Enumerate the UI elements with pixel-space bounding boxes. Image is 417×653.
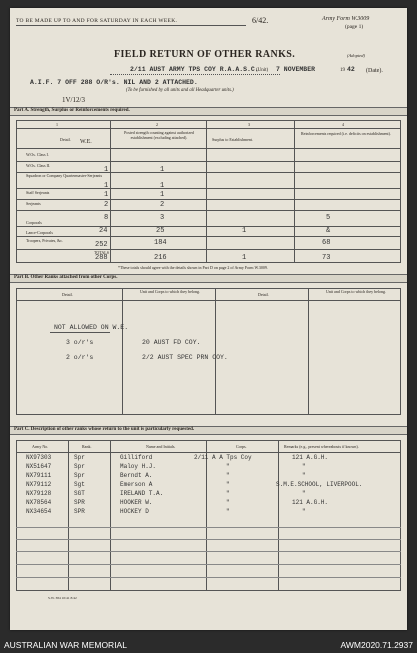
part-c-header-army-no: Army No. — [32, 444, 49, 449]
part-a-header-posted: Posted strength counting against authorized establishment (excluding attached). — [124, 130, 194, 140]
part-a-header-detail: Detail. — [60, 137, 71, 142]
row-posted: 1 — [160, 166, 165, 174]
cell-remarks: " — [302, 463, 306, 470]
row-reinforcements: 68 — [322, 239, 331, 247]
cell-rank: Sgt — [74, 481, 85, 488]
cell-army-no: NX79111 — [26, 472, 52, 479]
part-c-header-corps: Corps. — [236, 444, 247, 449]
part-b-header-detail-2: Detail. — [258, 292, 269, 297]
part-b-header-unit-2: Unit and Corps to which they belong. — [325, 289, 387, 294]
unit-dotted-line — [110, 74, 280, 75]
row-detail: Troopers, Privates, &c. — [26, 238, 64, 243]
row-we: 1 — [104, 191, 109, 199]
part-a-header-reinforcements: Reinforcements required (i.e. deficits on establishment). — [301, 131, 391, 136]
archive-footer — [0, 634, 417, 653]
part-a-footnote: *These totals should agree with the details shown in Part D on page 2 of Army Form W.3009. — [118, 265, 268, 270]
entry-unit: 20 AUST FD COY. — [142, 339, 201, 346]
part-b-header-detail-1: Detail. — [62, 292, 73, 297]
date-label: (Date). — [366, 68, 383, 74]
row-posted: 184 — [154, 239, 167, 247]
row-detail: Corporals — [26, 220, 42, 225]
row-detail: Staff Serjeants — [26, 190, 50, 195]
date-typed: 7 NOVEMBER — [276, 66, 316, 73]
cell-army-no: NX97303 — [26, 454, 52, 461]
row-posted: 1 — [160, 191, 165, 199]
cell-army-no: NX79128 — [26, 490, 52, 497]
totals-reinforcements: 73 — [322, 254, 331, 262]
cell-corps: " — [226, 508, 230, 515]
row-posted: 25 — [156, 227, 165, 235]
adopted-label: (Adopted) — [347, 53, 365, 58]
cell-remarks: " — [302, 472, 306, 479]
furnished-note: (To be furnished by all units and all Headquarter units.) — [126, 88, 234, 93]
year-prefix: 19 — [340, 68, 345, 73]
cell-name: Emerson A — [120, 481, 153, 488]
row-we: 252 — [95, 241, 108, 249]
cell-name: HOOKER W. — [120, 499, 153, 506]
part-b-title: Part B. Other Ranks attached from other Corps. — [14, 275, 118, 280]
page-title: FIELD RETURN OF OTHER RANKS. — [114, 49, 296, 60]
row-detail: Lance-Corporals — [26, 230, 53, 235]
totals-posted: 216 — [154, 254, 167, 262]
year-typed: 42 — [347, 66, 355, 73]
totals-we: 288 — [95, 254, 108, 262]
cell-remarks: " — [302, 490, 306, 497]
handwritten-date: 6/42. — [252, 16, 269, 25]
row-detail: W.Os. Class II. — [26, 163, 51, 168]
row-detail: W.Os. Class I. — [26, 152, 49, 157]
entry-detail: 3 o/r's — [66, 339, 94, 346]
print-note: S.W. 384 10/41 8/42 — [48, 596, 77, 600]
entry-detail: NOT ALLOWED ON W.E. — [54, 324, 129, 331]
row-we: 2 — [104, 201, 109, 209]
part-c-header-rank: Rank. — [82, 444, 92, 449]
cell-name: Gilliford — [120, 454, 153, 461]
cell-army-no: NX34654 — [26, 508, 52, 515]
cell-rank: SPR — [74, 508, 85, 515]
row-detail: Serjeants — [26, 201, 41, 206]
totals-surplus: 1 — [242, 254, 247, 262]
cell-rank: SGT — [74, 490, 85, 497]
row-we: 24 — [99, 227, 108, 235]
cell-name: Berndt A. — [120, 472, 153, 479]
cell-corps: " — [226, 463, 230, 470]
row-posted: 3 — [160, 214, 165, 222]
cell-rank: Spr — [74, 472, 85, 479]
cell-remarks: 121 A.G.H. — [292, 454, 329, 461]
top-note: TO BE MADE UP TO AND FOR SATURDAY IN EACH WEEK. — [16, 18, 178, 24]
row-we: 1 — [104, 182, 109, 190]
cell-corps: " — [226, 490, 230, 497]
cell-name: HOCKEY D — [120, 508, 149, 515]
aif-strength-line: A.I.F. 7 OFF 288 O/R's. NIL AND 2 ATTACHED. — [30, 79, 198, 86]
cell-remarks: 121 A.G.H. — [292, 499, 329, 506]
row-reinforcements: & — [326, 227, 331, 235]
cell-rank: Spr — [74, 463, 85, 470]
footer-institution: AUSTRALIAN WAR MEMORIAL — [4, 640, 127, 650]
cell-corps: " — [226, 472, 230, 479]
cell-army-no: NX78564 — [26, 499, 52, 506]
entry-unit: 2/2 AUST SPEC PRN COY. — [142, 354, 228, 361]
cell-corps: " — [226, 481, 230, 488]
totals-label: TOTALS — [94, 250, 109, 255]
row-surplus: 1 — [242, 227, 247, 235]
part-b-header-unit-1: Unit and Corps to which they belong. — [139, 289, 201, 294]
army-form-number: Army Form W.3009 — [322, 16, 370, 22]
handwritten-ref: 1V/12/3 — [62, 96, 85, 104]
part-c-header-remarks: Remarks (e.g., present whereabouts if known). — [284, 444, 359, 449]
page-label: (page 1) — [345, 24, 364, 30]
row-posted: 1 — [160, 182, 165, 190]
top-note-rule — [16, 25, 246, 26]
cell-rank: Spr — [74, 454, 85, 461]
cell-rank: SPR — [74, 499, 85, 506]
part-a-colnum-3: 3 — [248, 122, 250, 127]
part-a-colnum-4: 4 — [342, 122, 344, 127]
cell-remarks: " — [302, 508, 306, 515]
part-c-title: Part C. Description of other ranks whose return to the unit is particularly requested. — [14, 427, 195, 432]
cell-corps: " — [226, 499, 230, 506]
form-sheet — [10, 8, 407, 630]
we-label: W.E. — [80, 139, 92, 145]
part-a-title: Part A. Strength, Surplus or Reinforcements required. — [14, 108, 130, 113]
cell-army-no: NX79112 — [26, 481, 52, 488]
cell-remarks: S.M.E.SCHOOL, LIVERPOOL. — [276, 481, 363, 488]
entry-detail: 2 o/r's — [66, 354, 94, 361]
cell-corps: 2/11 A A Tps Coy — [194, 454, 252, 461]
part-a-header-surplus: Surplus to Establishment. — [212, 137, 253, 142]
unit-typed: 2/11 AUST ARMY TPS COY R.A.A.S.C. — [130, 66, 259, 73]
row-detail: Squadron or Company Quartermaster-Serjeants — [26, 173, 103, 178]
cell-name: IRELAND T.A. — [120, 490, 164, 497]
part-c-header-name: Name and Initials. — [146, 444, 176, 449]
row-we: 1 — [104, 166, 109, 174]
cell-name: Maloy H.J. — [120, 463, 157, 470]
row-posted: 2 — [160, 201, 165, 209]
cell-army-no: NX51647 — [26, 463, 52, 470]
row-reinforcements: 5 — [326, 214, 331, 222]
part-a-colnum-2: 2 — [156, 122, 158, 127]
row-we: 8 — [104, 214, 109, 222]
unit-label: (Unit) — [256, 68, 269, 73]
footer-accession-number: AWM2020.71.2937 — [340, 640, 413, 650]
part-a-colnum-1: 1 — [56, 122, 58, 127]
